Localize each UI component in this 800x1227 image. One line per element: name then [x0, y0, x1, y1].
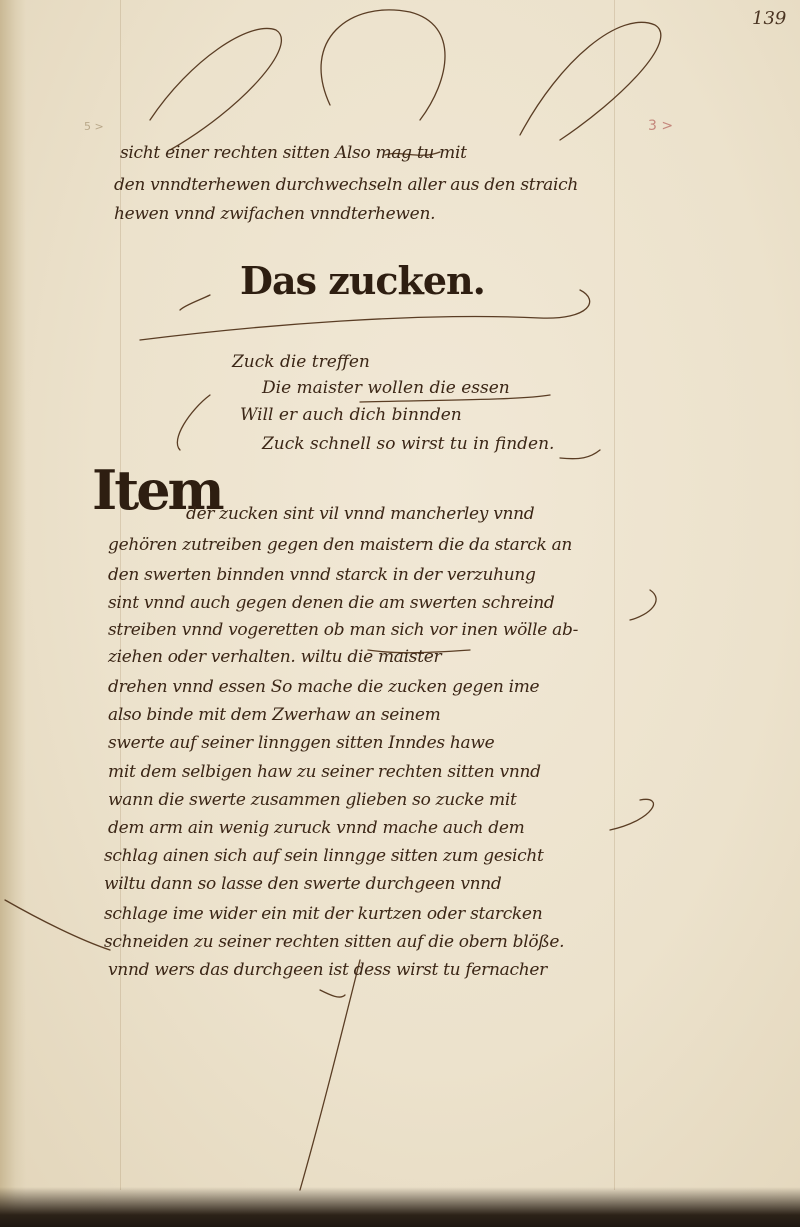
body-line: gehören zutreiben gegen den maistern die da starck an	[108, 535, 573, 555]
body-line: streiben vnnd vogeretten ob man sich vor inen wölle ab-	[108, 620, 579, 640]
page-bottom-shadow	[0, 1187, 800, 1227]
body-line: schlage ime wider ein mit der kurtzen oder starcken	[104, 904, 543, 924]
body-line: der zucken sint vil vnnd mancherley vnnd	[186, 504, 535, 524]
body-line: wann die swerte zusammen glieben so zucke mit	[108, 790, 517, 810]
initial-letter: Item	[92, 458, 222, 522]
body-line: dem arm ain wenig zuruck vnnd mache auch dem	[108, 818, 525, 838]
verse-line: Zuck die treffen	[232, 352, 370, 372]
intro-line: hewen vnnd zwifachen vnndterhewen.	[114, 204, 436, 224]
body-line: vnnd wers das durchgeen ist dess wirst tu fernacher	[108, 960, 547, 980]
intro-line: sicht einer rechten sitten Also mag tu mit	[120, 143, 467, 163]
body-line: also binde mit dem Zwerhaw an seinem	[108, 705, 441, 725]
body-line: den swerten binnden vnnd starck in der verzuhung	[108, 565, 536, 585]
intro-line: den vnndterhewen durchwechseln aller aus den straich	[114, 175, 578, 195]
margin-rule-right	[614, 0, 615, 1190]
body-line: schlag ainen sich auf sein linngge sitten zum gesicht	[104, 846, 544, 866]
flourish-top-mid	[321, 10, 445, 120]
body-line: sint vnnd auch gegen denen die am swerten schreind	[108, 593, 555, 613]
body-line: swerte auf seiner linnggen sitten Inndes hawe	[108, 733, 495, 753]
section-heading: Das zucken.	[240, 258, 485, 303]
flourish-top-left	[150, 28, 281, 150]
body-line: drehen vnnd essen So mache die zucken gegen ime	[108, 677, 540, 697]
verse-line: Die maister wollen die essen	[262, 378, 510, 398]
body-line: ziehen oder verhalten. wiltu die maister	[108, 647, 442, 667]
flourish-top-right	[520, 22, 661, 140]
margin-note: 3 >	[648, 118, 674, 134]
body-line: mit dem selbigen haw zu seiner rechten sitten vnnd	[108, 762, 541, 782]
folio-number: 139	[752, 8, 787, 29]
body-line: schneiden zu seiner rechten sitten auf die obern blöße.	[104, 932, 565, 952]
flourish-descender	[300, 960, 360, 1190]
body-line: wiltu dann so lasse den swerte durchgeen vnnd	[104, 874, 502, 894]
margin-mark: 5 >	[84, 120, 104, 133]
verse-line: Will er auch dich binnden	[240, 405, 462, 425]
verse-line: Zuck schnell so wirst tu in finden.	[262, 434, 555, 454]
binding-gutter	[0, 0, 26, 1227]
